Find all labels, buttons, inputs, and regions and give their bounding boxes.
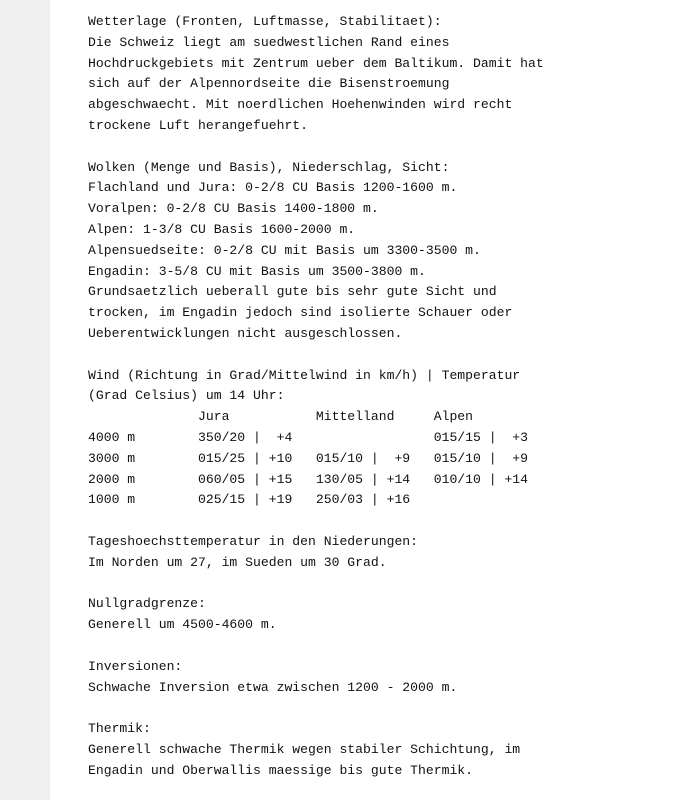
text-line: Schwache Inversion etwa zwischen 1200 - 2000 m. [88, 679, 458, 695]
blank-line [88, 345, 668, 366]
wind-table-header: Jura Mittelland Alpen [88, 409, 474, 425]
wind-table-row: 2000 m 060/05 | +15 130/05 | +14 010/10 | +14 [88, 471, 529, 487]
text-line: Alpen: 1-3/8 CU Basis 1600-2000 m. [88, 221, 356, 237]
section-heading-nullgradgrenze: Nullgradgrenze: [88, 596, 206, 612]
text-line: Die Schweiz liegt am suedwestlichen Rand eines [88, 34, 450, 50]
section-heading-wind: Wind (Richtung in Grad/Mittelwind in km/h) | Temperatur [88, 367, 521, 383]
text-line: Ueberentwicklungen nicht ausgeschlossen. [88, 325, 403, 341]
blank-line [88, 636, 668, 657]
text-line: Generell um 4500-4600 m. [88, 617, 277, 633]
text-line: Im Norden um 27, im Sueden um 30 Grad. [88, 554, 387, 570]
blank-line [88, 137, 668, 158]
section-heading-wetterlage: Wetterlage (Fronten, Luftmasse, Stabilitaet): [88, 14, 442, 29]
text-line: Alpensuedseite: 0-2/8 CU mit Basis um 3300-3500 m. [88, 242, 481, 258]
weather-report [88, 12, 668, 781]
left-margin-bar [0, 0, 50, 800]
text-line: Engadin und Oberwallis maessige bis gute Thermik. [88, 762, 474, 778]
text-line: Grundsaetzlich ueberall gute bis sehr gute Sicht und [88, 284, 497, 300]
text-line: trocken, im Engadin jedoch sind isolierte Schauer oder [88, 305, 513, 321]
blank-line [88, 698, 668, 719]
text-line: Flachland und Jura: 0-2/8 CU Basis 1200-1600 m. [88, 180, 458, 196]
text-line: sich auf der Alpennordseite die Bisenstroemung [88, 76, 450, 92]
wind-table-row: 1000 m 025/15 | +19 250/03 | +16 [88, 492, 411, 508]
text-line: abgeschwaecht. Mit noerdlichen Hoehenwinden wird recht [88, 97, 513, 113]
text-line: Generell schwache Thermik wegen stabiler Schichtung, im [88, 741, 521, 757]
blank-line [88, 511, 668, 532]
wind-table-row: 4000 m 350/20 | +4 015/15 | +3 [88, 429, 529, 445]
blank-line [88, 574, 668, 595]
section-heading-wolken: Wolken (Menge und Basis), Niederschlag, Sicht: [88, 159, 450, 175]
text-line: (Grad Celsius) um 14 Uhr: [88, 388, 285, 404]
text-line: Engadin: 3-5/8 CU mit Basis um 3500-3800 m. [88, 263, 426, 279]
section-heading-thermik: Thermik: [88, 721, 151, 737]
text-line: trockene Luft herangefuehrt. [88, 117, 309, 133]
section-heading-tageshoechsttemperatur: Tageshoechsttemperatur in den Niederungen: [88, 533, 419, 549]
text-line: Hochdruckgebiets mit Zentrum ueber dem Baltikum. Damit hat [88, 55, 544, 71]
section-heading-inversionen: Inversionen: [88, 658, 183, 674]
text-line: Voralpen: 0-2/8 CU Basis 1400-1800 m. [88, 201, 379, 217]
wind-table-row: 3000 m 015/25 | +10 015/10 | +9 015/10 | +9 [88, 450, 529, 466]
